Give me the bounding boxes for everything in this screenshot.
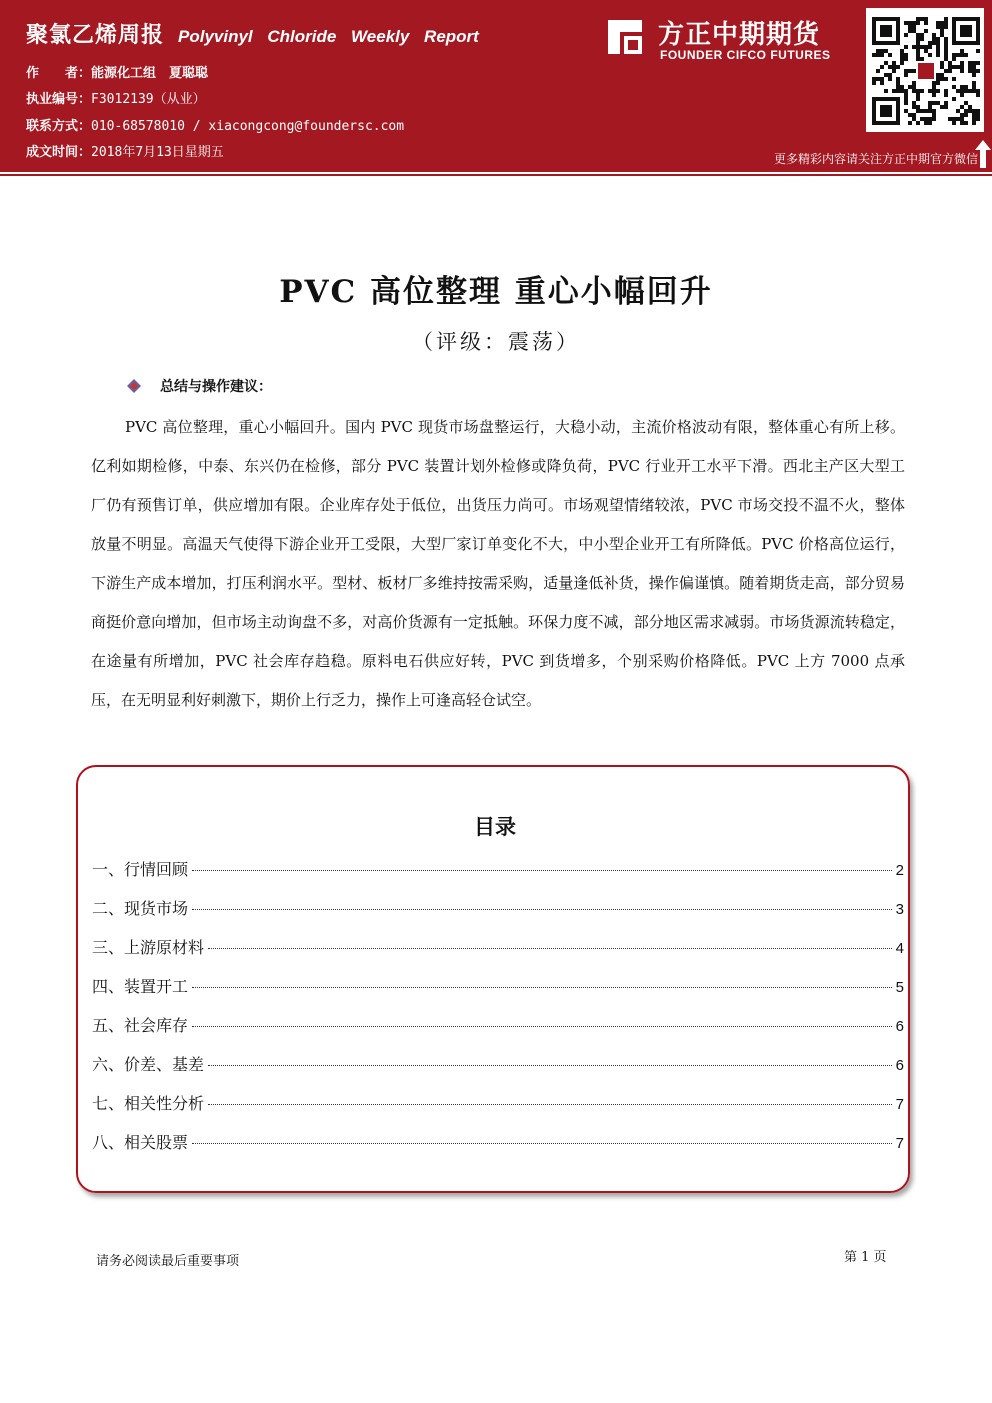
report-title-en: Polyvinyl Chloride Weekly Report [178, 27, 479, 46]
toc-item-page: 5 [895, 979, 904, 996]
toc-leader [192, 1143, 892, 1144]
date-value: 2018年7月13日星期五 [91, 145, 224, 160]
toc-item-label: 六、价差、基差 [92, 1055, 205, 1074]
toc-leader [208, 948, 892, 949]
toc-item[interactable] [92, 1013, 904, 1052]
toc-item-page: 6 [895, 1018, 904, 1035]
toc-leader [192, 987, 892, 988]
summary-paragraph: PVC 高位整理，重心小幅回升。国内 PVC 现货市场盘整运行，大稳小动，主流价格波动有限，整体重心有所上移。亿利如期检修，中泰、东兴仍在检修，部分 PVC 装置计划外检修或降负荷，PVC 行业开工水平下滑。西北主产区大型工厂仍有预售订单，供应增加有限。企业库存处于低位，出货压力尚可。市场观望情绪较浓，PVC 市场交投不温不火，整体放量不明显。高温天气使得下游企业开工受限，大型厂家订单变化不大，中小型企业开工有所降低。PVC 价格高位运行，下游生产成本增加，打压利润水平。型材、板材厂多维持按需采购，适量逢低补货，操作偏谨慎。随着期货走高，部分贸易商挺价意向增加，但市场主动询盘不多，对高价货源有一定抵触。环保力度不减，部分地区需求减弱。市场货源流转稳定，在途量有所增加，PVC 社会库存趋稳。原料电石供应好转，PVC 到货增多，个别采购价格降低。PVC 上方 7000 点承压，在无明显利好刺激下，期价上行乏力，操作上可逢高轻仓试空。 [91, 418, 905, 709]
company-logo [602, 14, 852, 64]
toc-item-page: 7 [895, 1096, 904, 1113]
report-title-cn: 聚氯乙烯周报 [26, 23, 165, 48]
logo-text-en: FOUNDER CIFCO FUTURES [660, 48, 831, 62]
toc-item-label: 三、上游原材料 [92, 938, 205, 957]
contact-row [26, 115, 404, 134]
toc-item[interactable] [92, 857, 904, 896]
summary-heading-text: 总结与操作建议： [160, 379, 272, 395]
toc-item[interactable] [92, 974, 904, 1013]
arrow-up-icon [975, 140, 991, 168]
toc-item[interactable] [92, 1091, 904, 1130]
toc-item-page: 3 [895, 901, 904, 918]
founder-logo-icon [602, 14, 648, 60]
date-label: 成文时间： [26, 145, 92, 160]
table-of-contents [76, 765, 910, 1193]
qr-code-icon [866, 8, 984, 132]
toc-item-page: 6 [895, 1057, 904, 1074]
license-value: F3012139（从业） [91, 92, 206, 107]
license-label: 执业编号： [26, 92, 92, 107]
report-title-banner [26, 18, 479, 49]
footer-page-number: 第 1 页 [844, 1250, 887, 1265]
toc-item[interactable] [92, 935, 904, 974]
contact-value: 010-68578010 / xiacongcong@foundersc.com [91, 119, 405, 134]
toc-item-label: 二、现货市场 [92, 899, 189, 918]
toc-item-label: 一、行情回顾 [92, 860, 189, 879]
report-header [0, 0, 992, 172]
license-row [26, 88, 206, 107]
rating-label: （评级：震荡） [412, 330, 580, 354]
author-label: 作 者： [26, 66, 92, 81]
footer-disclaimer-note: 请务必阅读最后重要事项 [96, 1254, 240, 1269]
document-title: PVC 高位整理 重心小幅回升 [279, 274, 713, 310]
toc-title: 目录 [474, 815, 516, 839]
author-row [26, 62, 208, 81]
toc-leader [192, 870, 892, 871]
follow-wechat-text: 更多精彩内容请关注方正中期官方微信 [773, 152, 978, 166]
toc-item[interactable] [92, 1052, 904, 1091]
date-row [26, 141, 224, 160]
toc-list [92, 857, 904, 1169]
toc-item-label: 四、装置开工 [92, 977, 189, 996]
logo-text-cn: 方正中期期货 [658, 20, 821, 50]
author-value: 能源化工组 夏聪聪 [91, 66, 209, 81]
toc-item[interactable] [92, 1130, 904, 1169]
contact-label: 联系方式： [26, 119, 92, 134]
toc-item-page: 2 [895, 862, 904, 879]
toc-leader [192, 1026, 892, 1027]
toc-item-label: 五、社会库存 [92, 1016, 189, 1035]
toc-item-page: 4 [895, 940, 904, 957]
toc-item-page: 7 [895, 1135, 904, 1152]
toc-leader [208, 1104, 892, 1105]
toc-item[interactable] [92, 896, 904, 935]
summary-heading [126, 376, 272, 396]
toc-item-label: 七、相关性分析 [92, 1094, 205, 1113]
toc-item-label: 八、相关股票 [92, 1133, 189, 1152]
header-divider [0, 174, 992, 176]
toc-leader [192, 909, 892, 910]
toc-leader [208, 1065, 892, 1066]
